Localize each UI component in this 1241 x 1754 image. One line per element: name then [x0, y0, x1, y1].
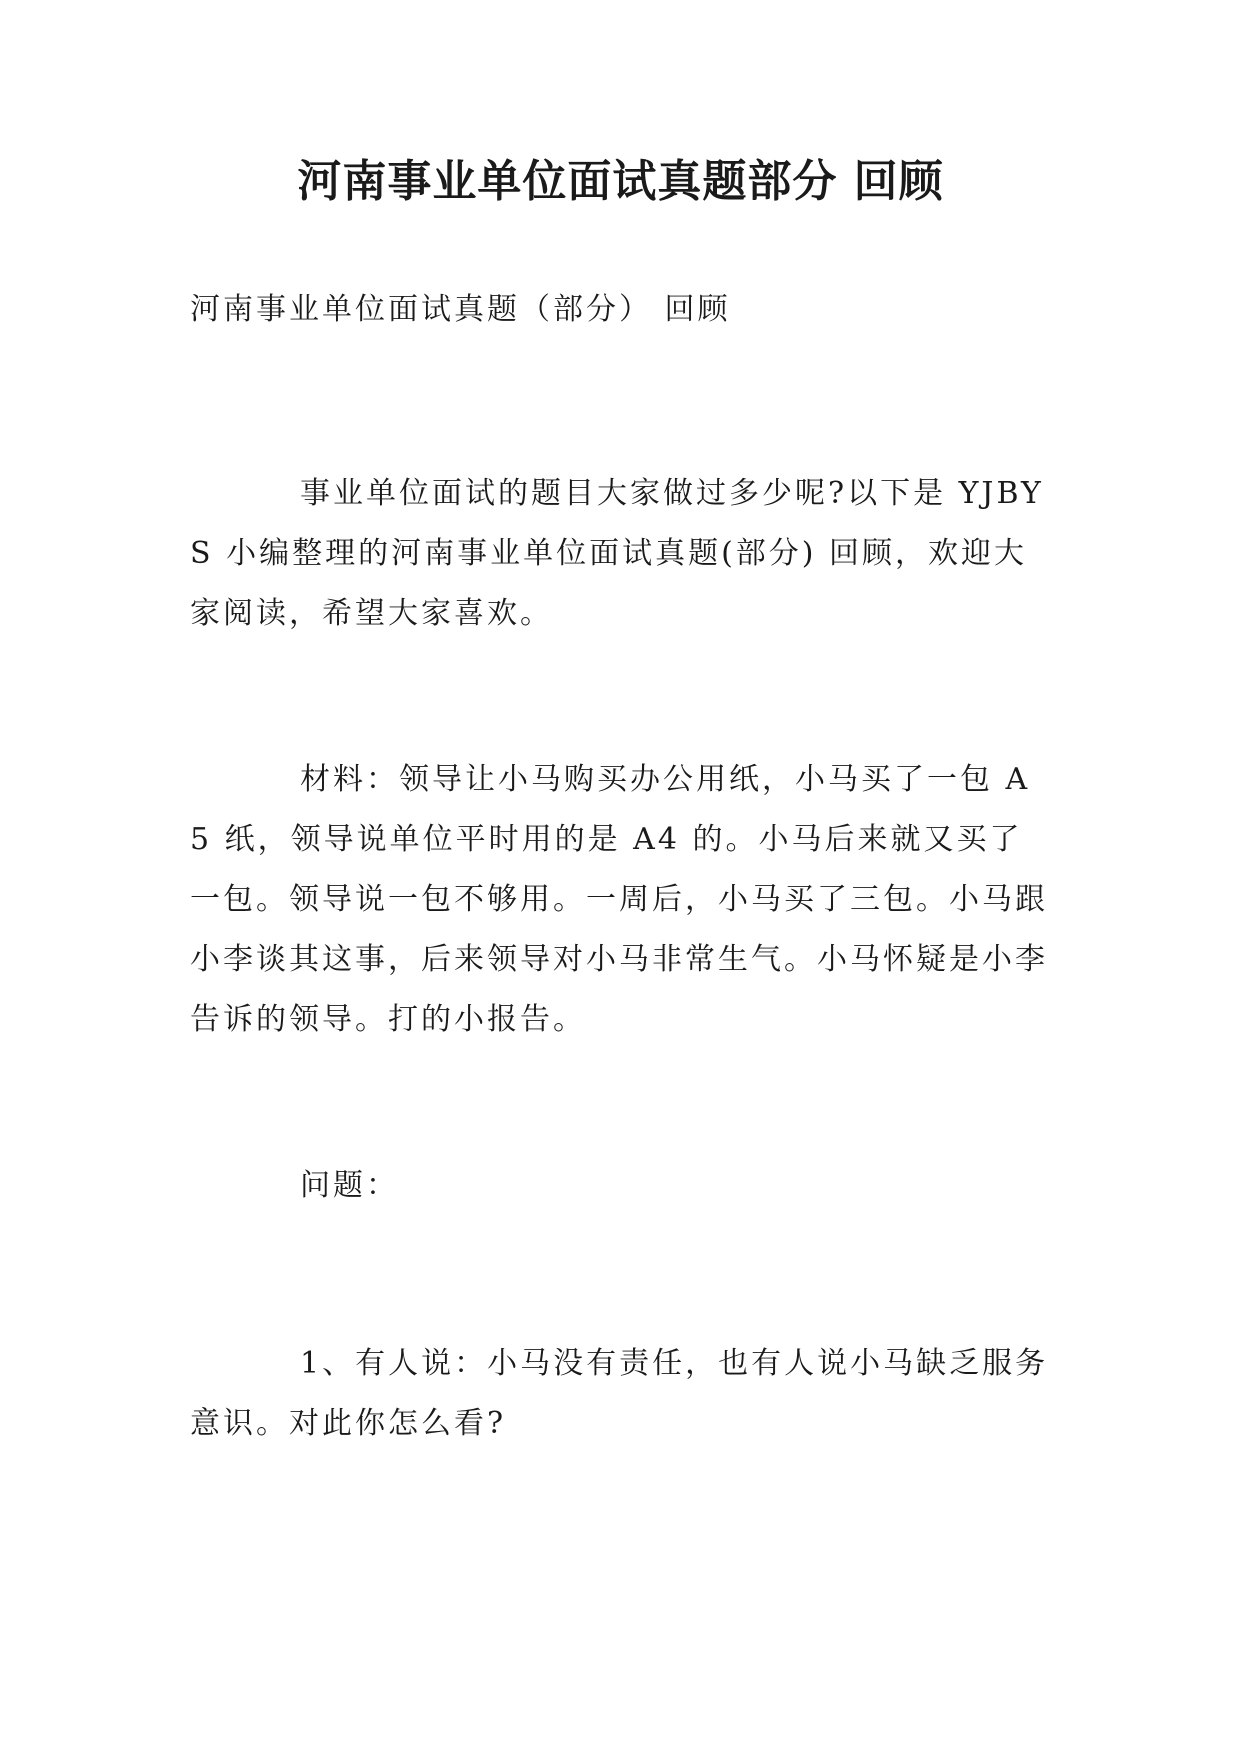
document-subtitle: 河南事业单位面试真题（部分） 回顾: [190, 292, 731, 327]
question-1-paragraph: 1、有人说：小马没有责任，也有人说小马缺乏服务意识。对此你怎么看?: [190, 1346, 1049, 1441]
document-title: 河南事业单位面试真题部分 回顾: [297, 156, 944, 207]
question-label: 问题：: [300, 1168, 399, 1203]
intro-paragraph: 事业单位面试的题目大家做过多少呢?以下是 YJBYS 小编整理的河南事业单位面试真题(部分) 回顾，欢迎大家阅读，希望大家喜欢。: [190, 476, 1044, 631]
material-paragraph: 材料：领导让小马购买办公用纸，小马买了一包 A5 纸，领导说单位平时用的是 A4 的。小马后来就又买了一包。领导说一包不够用。一周后，小马买了三包。小马跟小李谈其这事，后来领导对小马非常生气。小马怀疑是小李告诉的领导。打的小报告。: [190, 762, 1048, 1037]
